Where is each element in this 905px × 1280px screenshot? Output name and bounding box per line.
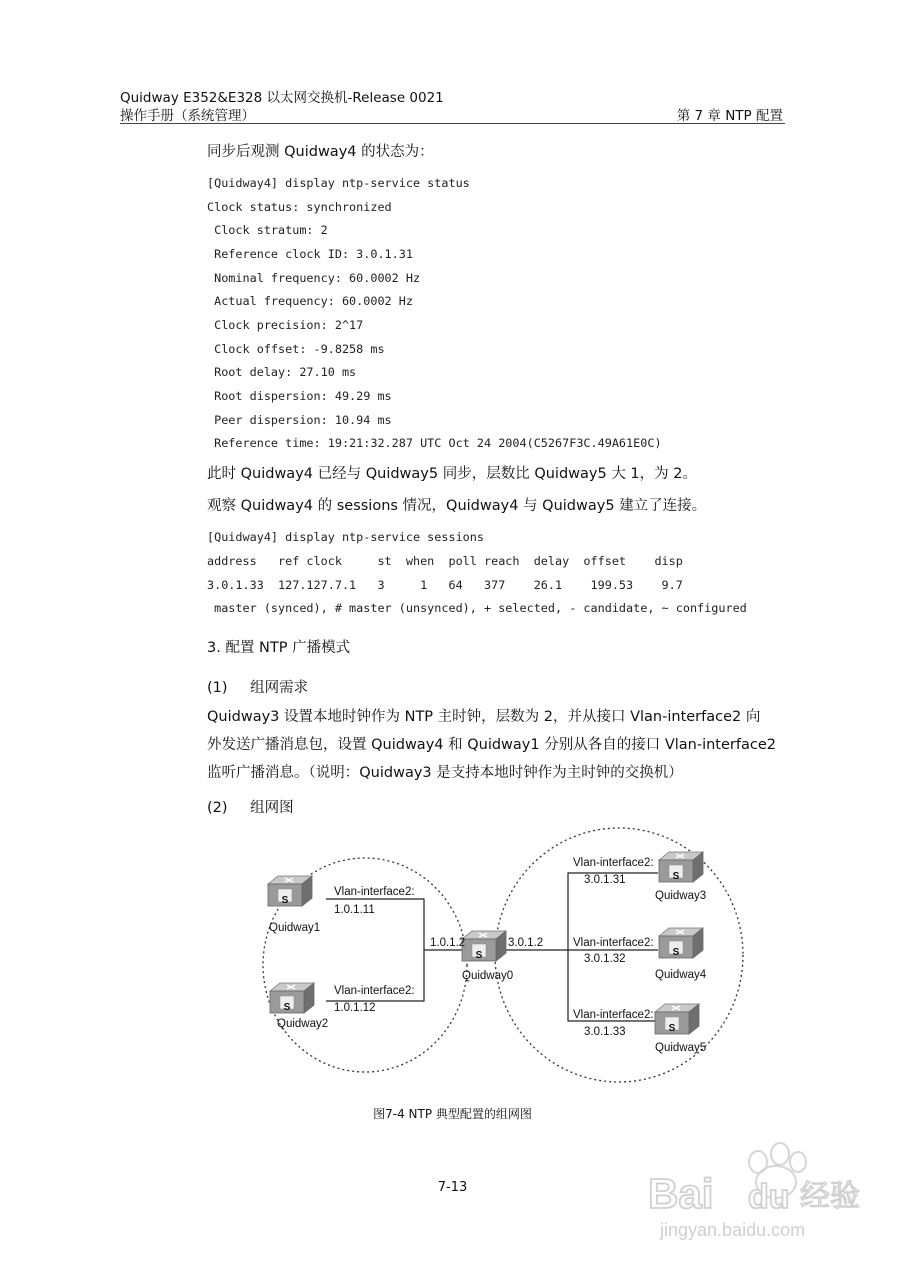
svg-text:S: S xyxy=(672,947,680,958)
header-right: 第 7 章 NTP 配置 xyxy=(676,108,783,124)
switch-quidway4-icon xyxy=(659,928,703,958)
network-diagram xyxy=(200,820,760,1085)
switch-quidway1-icon xyxy=(268,876,312,906)
code-line: master (synced), # master (unsynced), + selected, - candidate, ~ configured xyxy=(207,601,747,615)
switch-quidway2-icon xyxy=(270,983,314,1013)
ip-label: 3.0.1.31 xyxy=(584,874,626,886)
svg-text:S: S xyxy=(281,895,289,906)
subsection-1 xyxy=(207,676,308,697)
svg-text:S: S xyxy=(672,871,680,882)
header-title: Quidway E352&E328 以太网交换机-Release 0021 xyxy=(120,90,444,106)
requirement-paragraph xyxy=(207,703,787,787)
code-line: [Quidway4] display ntp-service status xyxy=(207,176,470,190)
switch-quidway5-icon xyxy=(655,1004,699,1034)
header-rule xyxy=(120,123,785,124)
code-line: Nominal frequency: 60.0002 Hz xyxy=(207,271,421,285)
device-label: Quidway1 xyxy=(269,922,321,934)
header-left: 操作手册（系统管理） xyxy=(120,108,255,124)
ip-label: 3.0.1.2 xyxy=(508,937,544,949)
code-line: address ref clock st when poll reach delay offset disp xyxy=(207,554,683,568)
baidu-watermark-logo xyxy=(640,1140,870,1245)
code-line: Clock stratum: 2 xyxy=(207,223,328,237)
iface-label: Vlan-interface2: xyxy=(334,886,415,898)
code-line: Clock status: synchronized xyxy=(207,200,392,214)
note-synced: 此时 Quidway4 已经与 Quidway5 同步，层数比 Quidway5 大 1，为 2。 xyxy=(207,466,697,482)
code-line: Clock precision: 2^17 xyxy=(207,318,364,332)
section-title: 3. 配置 NTP 广播模式 xyxy=(207,640,351,656)
switch-quidway3-icon xyxy=(659,852,703,882)
svg-text:S: S xyxy=(283,1002,291,1013)
code-line: Reference clock ID: 3.0.1.31 xyxy=(207,247,413,261)
ip-label: 1.0.1.11 xyxy=(334,904,375,916)
subsection-2 xyxy=(207,796,294,817)
code-line: Clock offset: -9.8258 ms xyxy=(207,342,385,356)
paragraph-line: Quidway3 设置本地时钟作为 NTP 主时钟，层数为 2，并从接口 Vlan-interface2 向 xyxy=(207,709,761,725)
code-line: 3.0.1.33 127.127.7.1 3 1 64 377 26.1 199.53 9.7 xyxy=(207,578,683,592)
code-line: [Quidway4] display ntp-service sessions xyxy=(207,530,484,544)
device-label: Quidway3 xyxy=(655,890,707,902)
device-label: Quidway2 xyxy=(277,1018,329,1030)
page-number: 7-13 xyxy=(437,1180,468,1195)
ip-label: 3.0.1.32 xyxy=(584,953,626,965)
svg-text:du: du xyxy=(748,1178,790,1216)
subsection-label: 组网需求 xyxy=(250,680,309,696)
svg-text:S: S xyxy=(668,1023,676,1034)
subsection-number: (2) xyxy=(207,800,228,816)
iface-label: Vlan-interface2: xyxy=(573,857,654,869)
svg-text:jingyan.baidu.com: jingyan.baidu.com xyxy=(660,1220,806,1240)
code-line: Peer dispersion: 10.94 ms xyxy=(207,413,392,427)
paragraph-line: 监听广播消息。（说明：Quidway3 是支持本地时钟作为主时钟的交换机） xyxy=(207,765,683,781)
ip-label: 3.0.1.33 xyxy=(584,1026,626,1038)
iface-label: Vlan-interface2: xyxy=(334,985,415,997)
device-label: Quidway5 xyxy=(655,1042,707,1054)
intro-text: 同步后观测 Quidway4 的状态为： xyxy=(207,144,434,160)
device-label: Quidway0 xyxy=(462,970,514,982)
iface-label: Vlan-interface2: xyxy=(573,1009,654,1021)
ip-label: 1.0.1.2 xyxy=(430,937,466,949)
iface-label: Vlan-interface2: xyxy=(573,937,654,949)
switch-quidway0-icon xyxy=(462,931,506,961)
ip-label: 1.0.1.12 xyxy=(334,1002,376,1014)
svg-text:S: S xyxy=(475,950,483,961)
paragraph-line: 外发送广播消息包，设置 Quidway4 和 Quidway1 分别从各自的接口 Vlan-interface2 xyxy=(207,737,776,753)
code-line: Reference time: 19:21:32.287 UTC Oct 24 2004(C5267F3C.49A61E0C) xyxy=(207,436,662,450)
device-label: Quidway4 xyxy=(655,969,707,981)
figure-caption: 图7-4 NTP 典型配置的组网图 xyxy=(373,1107,532,1121)
subsection-label: 组网图 xyxy=(250,800,294,816)
code-line: Root dispersion: 49.29 ms xyxy=(207,389,392,403)
code-line: Actual frequency: 60.0002 Hz xyxy=(207,294,413,308)
subsection-number: (1) xyxy=(207,680,228,696)
svg-text:Bai: Bai xyxy=(648,1170,714,1217)
svg-text:经验: 经验 xyxy=(800,1179,860,1214)
code-line: Root delay: 27.10 ms xyxy=(207,365,357,379)
note-sessions: 观察 Quidway4 的 sessions 情况，Quidway4 与 Quidway5 建立了连接。 xyxy=(207,498,707,514)
